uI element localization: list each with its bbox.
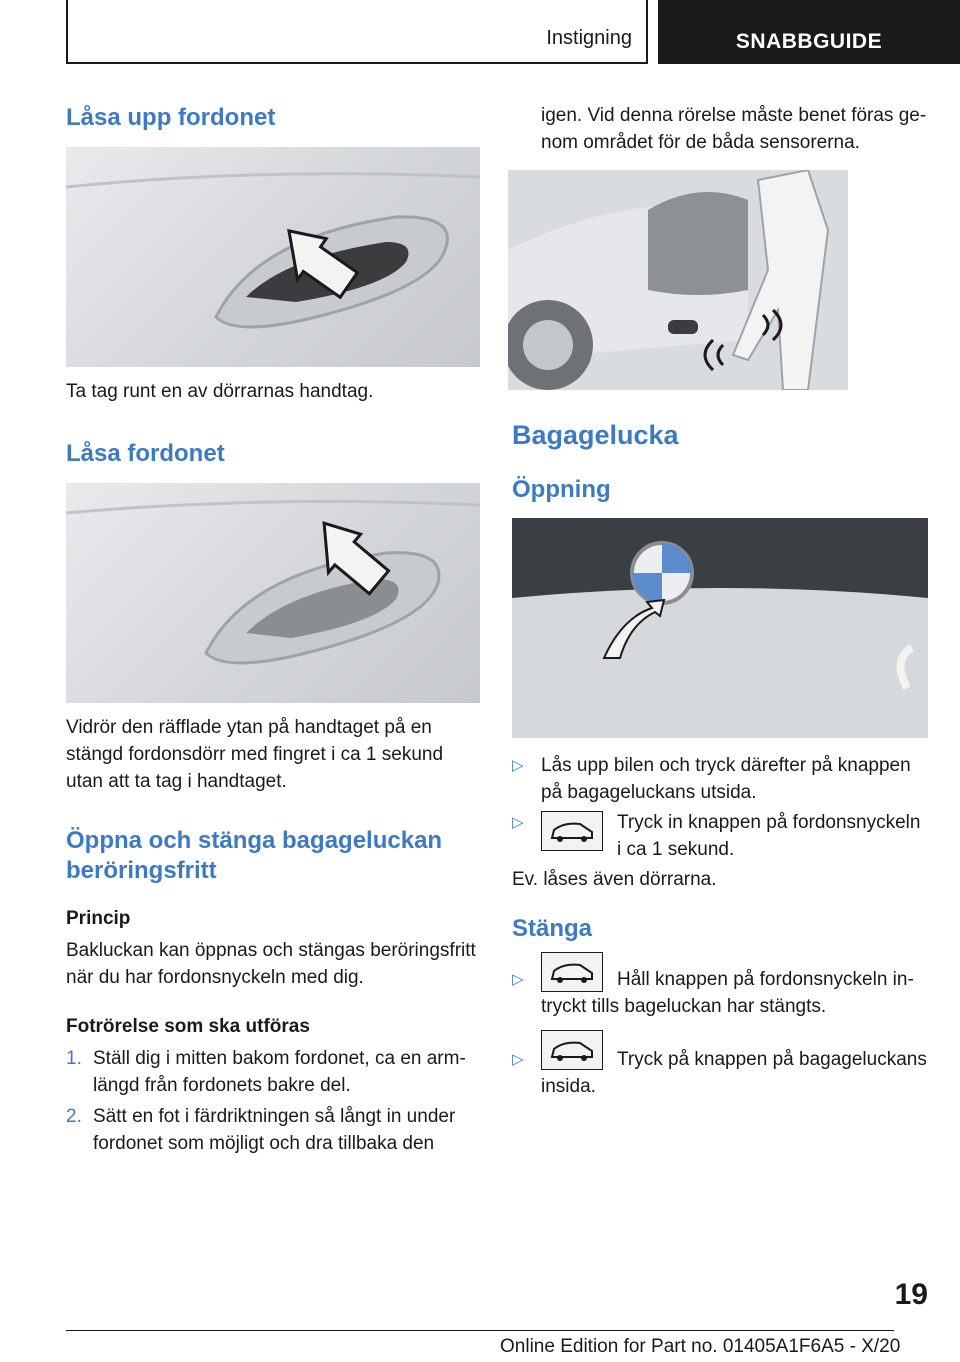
car-trunk-key-icon: [541, 811, 603, 851]
page-number: 19: [894, 1278, 928, 1311]
bullet-icon: ▷: [512, 1051, 524, 1068]
footer-edition: Online Edition for Part no. 01405A1F6A5 - X/20: [500, 1336, 901, 1357]
close-item-1: [512, 966, 928, 1020]
foot-gesture-image: [508, 170, 848, 390]
door-handle-lock-image: [66, 483, 480, 703]
step-number: 2.: [66, 1106, 82, 1127]
car-trunk-key-icon: [541, 952, 603, 992]
caption-unlock: Ta tag runt en av dörrarnas handtag.: [66, 381, 374, 402]
open-item-1: [512, 752, 928, 806]
footer-divider: [66, 1330, 894, 1331]
car-trunk-key-icon: [541, 1030, 603, 1070]
bullet-icon: ▷: [512, 814, 524, 831]
heading-unlock: Låsa upp fordonet: [66, 104, 276, 131]
note-doors: Ev. låses även dörrarna.: [512, 869, 717, 890]
bullet-icon: ▷: [512, 971, 524, 988]
heading-lock: Låsa fordonet: [66, 440, 225, 467]
movement-title: Fotrörelse som ska utföras: [66, 1016, 310, 1037]
caption-lock: Vidrör den räfflade ytan på handtaget på en stängd fordonsdörr med fingret i ca 1 sekund utan att ta tag i handtaget.: [66, 717, 444, 792]
header-box: [66, 0, 648, 64]
continuation-text: igen. Vid denna rörelse måste benet föras ge-nom området för de båda sensorerna.: [541, 105, 927, 153]
close-item-text: Håll knappen på fordonsnyckeln in-tryckt tills bageluckan har stängts.: [541, 969, 914, 1017]
close-item-text: Tryck på knappen på bagageluckans insida.: [541, 1049, 927, 1097]
step-2: [66, 1103, 480, 1157]
heading-trunk: Bagagelucka: [512, 420, 679, 450]
door-handle-unlock-image: [66, 147, 480, 367]
trunk-button-image: [512, 518, 928, 738]
header-section-title: Instigning: [546, 27, 632, 49]
principle-text: Bakluckan kan öppnas och stängas beröringsfritt när du har fordonsnyckeln med dig.: [66, 940, 476, 988]
heading-touchless: Öppna och stänga bagageluckan beröringsfritt: [66, 827, 443, 884]
header-tab: SNABBGUIDE: [658, 0, 960, 64]
close-item-2: [512, 1046, 928, 1100]
heading-opening: Öppning: [512, 476, 611, 503]
open-item-2: [512, 809, 928, 863]
principle-title: Princip: [66, 908, 131, 929]
step-text: Sätt en fot i färdriktningen så långt in under fordonet som möjligt och dra tillbaka den: [93, 1106, 456, 1154]
step-number: 1.: [66, 1048, 82, 1069]
open-item-text: Lås upp bilen och tryck därefter på knappen på bagageluckans utsida.: [541, 755, 911, 803]
step-1: [66, 1045, 480, 1099]
bullet-icon: ▷: [512, 757, 524, 774]
open-item-text: Tryck in knappen på fordonsnyckeln i ca 1 sekund.: [617, 812, 921, 860]
heading-closing: Stänga: [512, 915, 593, 942]
step-text: Ställ dig i mitten bakom fordonet, ca en arm-längd från fordonets bakre del.: [93, 1048, 466, 1096]
